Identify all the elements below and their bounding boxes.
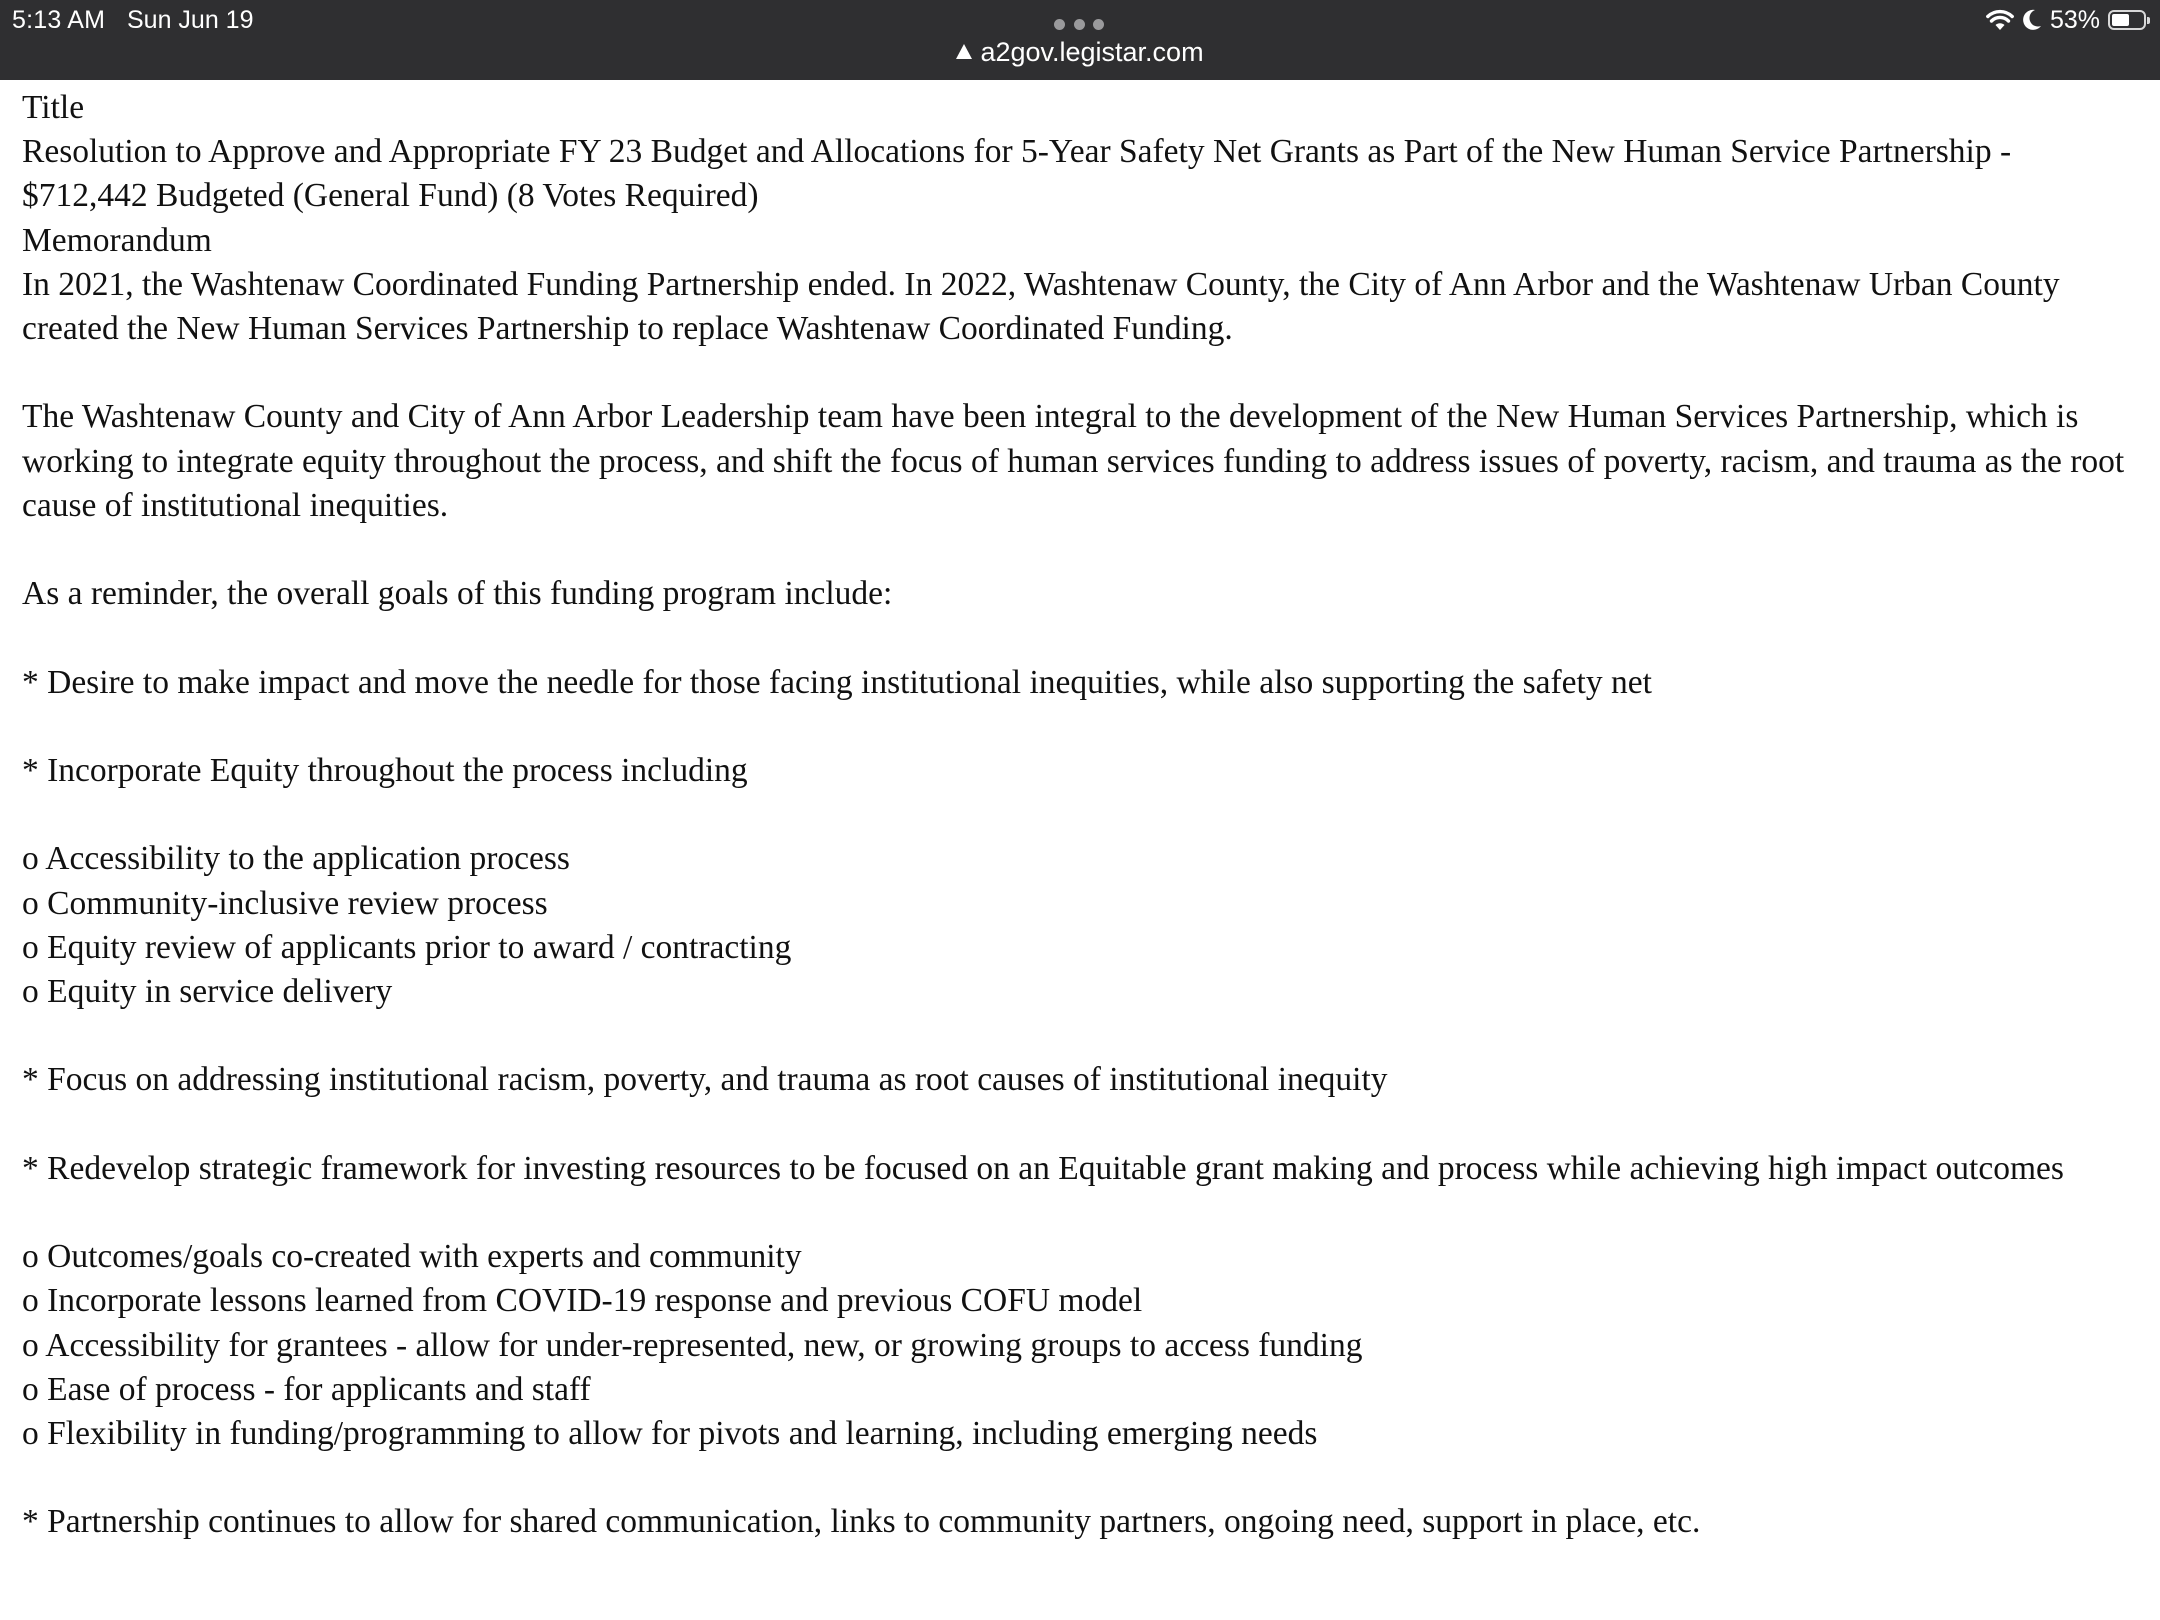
wifi-icon xyxy=(1986,9,2014,31)
sub-goal-item: o Flexibility in funding/programming to allow for pivots and learning, including emerging needs xyxy=(22,1414,1318,1452)
status-date: Sun Jun 19 xyxy=(127,6,254,34)
paragraph-leadership: The Washtenaw County and City of Ann Arbor Leadership team have been integral to the development of the New Human Services Partnership, which is working to integrate equity throughout the process, and shift the focus of human services funding to address issues of poverty, racism, and trauma as the root cause of institutional inequities. xyxy=(22,398,2125,524)
more-options-icon[interactable] xyxy=(1054,19,1104,31)
sub-goal-item: o Accessibility to the application process xyxy=(22,840,570,878)
sub-goal-item: o Incorporate lessons learned from COVID-19 response and previous COFU model xyxy=(22,1282,1143,1320)
sub-goal-item: o Outcomes/goals co-created with experts and community xyxy=(22,1238,802,1276)
document-body xyxy=(22,86,2140,1545)
sub-goal-item: o Equity in service delivery xyxy=(22,972,393,1010)
title-text: Resolution to Approve and Appropriate FY 23 Budget and Allocations for 5-Year Safety Net Grants as Part of the New Human Service Partnership - $712,442 Budgeted (General Fund) (8 Votes Required) xyxy=(22,133,2012,215)
goal-item: * Desire to make impact and move the needle for those facing institutional inequities, while also supporting the safety net xyxy=(22,663,1652,701)
goal-item: * Incorporate Equity throughout the process including xyxy=(22,751,748,789)
paragraph-goals-intro: As a reminder, the overall goals of this funding program include: xyxy=(22,575,893,613)
site-warning-icon xyxy=(956,44,972,59)
sub-goal-item: o Ease of process - for applicants and staff xyxy=(22,1370,591,1408)
do-not-disturb-moon-icon xyxy=(2022,9,2042,31)
status-indicators xyxy=(1986,5,2146,35)
url-text: a2gov.legistar.com xyxy=(980,37,1204,67)
sub-goal-item: o Equity review of applicants prior to award / contracting xyxy=(22,928,792,966)
status-time: 5:13 AM xyxy=(12,6,106,34)
address-bar[interactable] xyxy=(0,37,2160,68)
paragraph-intro: In 2021, the Washtenaw Coordinated Funding Partnership ended. In 2022, Washtenaw County, the City of Ann Arbor and the Washtenaw Urban County created the New Human Services Partnership to replace Washtenaw Coordinated Funding. xyxy=(22,265,2060,348)
battery-percent: 53% xyxy=(2049,5,2100,34)
title-label: Title xyxy=(22,89,85,126)
sub-goal-item: o Accessibility for grantees - allow for under-represented, new, or growing groups to access funding xyxy=(22,1326,1363,1364)
goal-item: * Focus on addressing institutional racism, poverty, and trauma as root causes of institutional inequity xyxy=(22,1061,1388,1099)
battery-icon xyxy=(2108,10,2146,30)
goal-item: * Partnership continues to allow for shared communication, links to community partners, ongoing need, support in place, etc. xyxy=(22,1503,1701,1541)
memorandum-label: Memorandum xyxy=(22,221,212,259)
sub-goal-item: o Community-inclusive review process xyxy=(22,884,548,922)
browser-top-bar xyxy=(0,0,2160,80)
goal-item: * Redevelop strategic framework for investing resources to be focused on an Equitable grant making and process while achieving high impact outcomes xyxy=(22,1149,2064,1187)
